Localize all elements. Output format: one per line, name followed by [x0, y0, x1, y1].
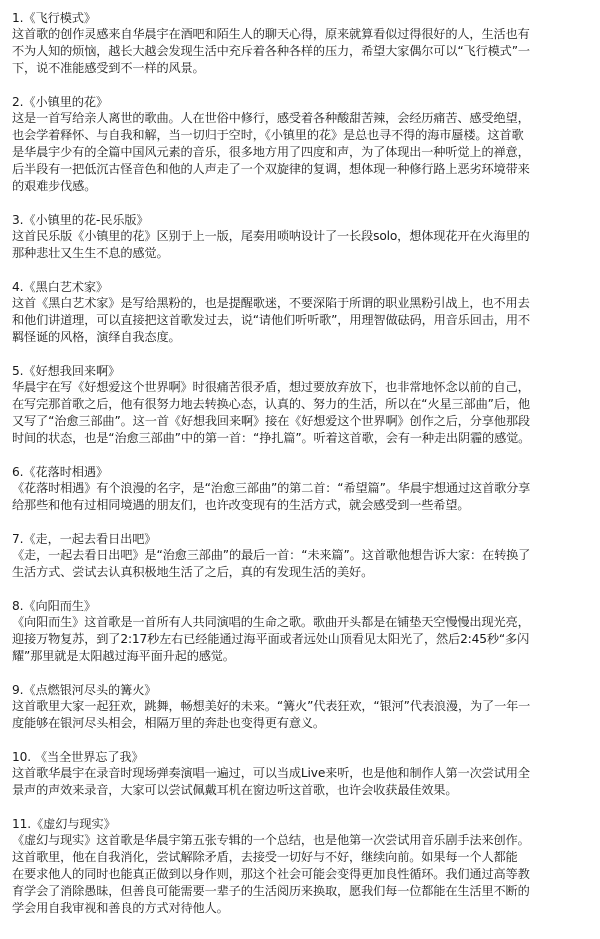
- song-title: 2.《小镇里的花》: [12, 95, 109, 109]
- section-spacer: [12, 665, 590, 682]
- song-description: 《虚幻与现实》这首歌是华晨宇第五张专辑的一个总结，也是他第一次尝试用音乐剧手法来创作。 这首歌里，他在自我消化，尝试解除矛盾，去接受一切好与不好，继续向前。如果每一个人都能 在要求他人的同时也能真正做到以身作则，那这个社会可能会变得更加良性循环。我们通过高等教 育学会了消除愚昧，但善良可能需要一辈子的生活阅历来换取，愿我们每一位都能在生活里不断的 学会用自我审视和善良的方式对待他人。: [12, 833, 530, 915]
- section-spacer: [12, 195, 590, 212]
- song-section-1: [12, 10, 590, 77]
- song-section-3: [12, 212, 590, 262]
- song-section-6: [12, 464, 590, 514]
- section-spacer: [12, 77, 590, 94]
- song-title: 4.《黑白艺术家》: [12, 280, 109, 294]
- song-title: 1.《飞行模式》: [12, 11, 96, 25]
- song-description: 这首民乐版《小镇里的花》区别于上一版，尾奏用唢呐设计了一长段solo，想体现花开在火海里的 那种悲壮又生生不息的感觉。: [12, 229, 530, 260]
- song-title: 8.《向阳而生》: [12, 599, 96, 613]
- section-spacer: [12, 581, 590, 598]
- section-spacer: [12, 447, 590, 464]
- song-section-5: [12, 363, 590, 447]
- section-spacer: [12, 346, 590, 363]
- song-title: 5.《好想我回来啊》: [12, 364, 121, 378]
- song-title: 9.《点燃银河尽头的篝火》: [12, 683, 157, 697]
- song-description: 《向阳而生》这首歌是一首所有人共同演唱的生命之歌。歌曲开头都是在铺垫天空慢慢出现光亮， 迎接万物复苏，到了2:17秒左右已经能通过海平面或者远处山顶看见太阳光了，然后2:45秒“多闪 耀”那里就是太阳越过海平面升起的感觉。: [12, 615, 530, 663]
- song-section-2: [12, 94, 590, 195]
- section-spacer: [12, 262, 590, 279]
- song-section-11: [12, 816, 590, 917]
- song-title: 3.《小镇里的花-民乐版》: [12, 213, 149, 227]
- section-spacer: [12, 514, 590, 531]
- song-section-7: [12, 531, 590, 581]
- song-description: 《花落时相遇》有个浪漫的名字，是“治愈三部曲”的第二首：“希望篇”。华晨宇想通过这首歌分享 给那些和他有过相同境遇的朋友们，也许改变现有的生活方式，就会感受到一些希望。: [12, 481, 531, 512]
- section-spacer: [12, 799, 590, 816]
- song-title: 7.《走，一起去看日出吧》: [12, 532, 157, 546]
- song-title: 11.《虚幻与现实》: [12, 817, 116, 831]
- song-description: 这是一首写给亲人离世的歌曲。人在世俗中修行，感受着各种酸甜苦辣，会经历痛苦、感受绝望， 也会学着释怀、与自我和解，当一切归于空时，《小镇里的花》是总也寻不得的海市蜃楼。这首歌 是华晨宇少有的全篇中国风元素的音乐，很多地方用了四度和声，为了体现出一种听觉上的禅意， 后半段有一把低沉古怪音色和他的人声走了一个双旋律的复调，想体现一种修行路上恶劣环境带来 的艰难步伐感。: [12, 111, 530, 193]
- song-section-8: [12, 598, 590, 665]
- song-section-10: [12, 749, 590, 799]
- song-description: 这首歌华晨宇在录音时现场弹奏演唱一遍过，可以当成Live来听，也是他和制作人第一次尝试用全 景声的声效来录音，大家可以尝试佩戴耳机在窗边听这首歌，也许会收获最佳效果。: [12, 766, 530, 797]
- song-description: 这首歌的创作灵感来自华晨宇在酒吧和陌生人的聊天心得，原来就算看似过得很好的人，生活也有 不为人知的烦恼，越长大越会发现生活中充斥着各种各样的压力，希望大家偶尔可以“飞行模式”一 下，说不准能感受到不一样的风景。: [12, 27, 530, 75]
- song-section-9: [12, 682, 590, 732]
- song-section-4: [12, 279, 590, 346]
- song-description: 这首歌里大家一起狂欢，跳舞，畅想美好的未来。“篝火”代表狂欢，“银河”代表浪漫，为了一年一 度能够在银河尽头相会，相隔万里的奔赴也变得更有意义。: [12, 699, 531, 730]
- song-description: 这首《黑白艺术家》是写给黑粉的，也是提醒歌迷，不要深陷于所谓的职业黑粉引战上，也不用去 和他们讲道理，可以直接把这首歌发过去，说“请他们听听歌”，用理智做砝码，用音乐回击，用不 羁怪诞的风格，演绎自我态度。: [12, 296, 530, 344]
- song-description: 华晨宇在写《好想爱这个世界啊》时很痛苦很矛盾，想过要放弃放下，也非常地怀念以前的自己， 在写完那首歌之后，他有很努力地去转换心态，认真的、努力的生活，所以在“火星三部曲”后，他 又写了“治愈三部曲”。这一首《好想我回来啊》接在《好想爱这个世界啊》创作之后，分享他那段 时间的状态，也是“治愈三部曲”中的第一首：“挣扎篇”。听着这首歌，会有一种走出阴霾的感觉。: [12, 380, 531, 445]
- song-title: 10. 《当全世界忘了我》: [12, 750, 144, 764]
- song-description: 《走，一起去看日出吧》是“治愈三部曲”的最后一首：“未来篇”。这首歌他想告诉大家：在转换了 生活方式、尝试去认真积极地生活了之后，真的有发现生活的美好。: [12, 548, 531, 579]
- song-title: 6.《花落时相遇》: [12, 465, 109, 479]
- section-spacer: [12, 732, 590, 749]
